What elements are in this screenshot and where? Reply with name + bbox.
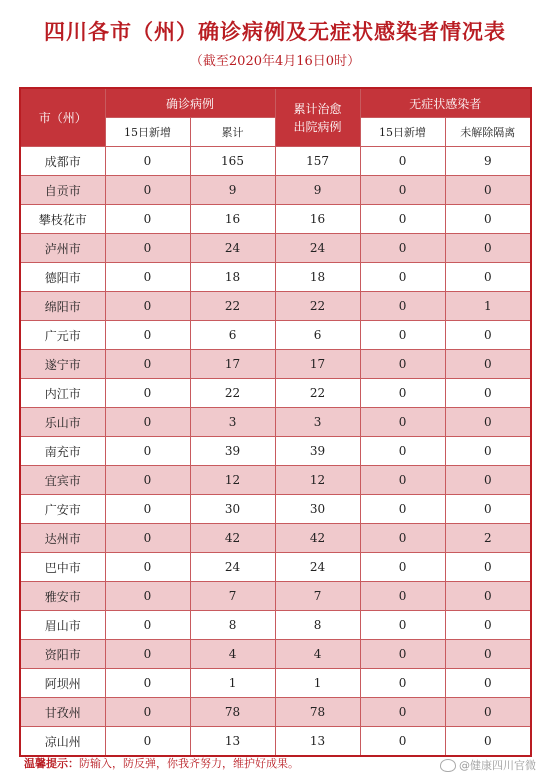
cell-new-15: 0 [105,466,190,495]
cell-city: 遂宁市 [20,350,105,379]
cell-cured: 24 [275,553,360,582]
cell-city: 泸州市 [20,234,105,263]
cell-total: 12 [190,466,275,495]
table-row [20,727,531,757]
cell-asym-isolation: 0 [445,205,531,234]
table-row [20,350,531,379]
cell-total: 165 [190,147,275,176]
cell-total: 1 [190,669,275,698]
cell-total: 4 [190,640,275,669]
cell-asym-isolation: 0 [445,669,531,698]
cell-cured: 18 [275,263,360,292]
cell-asym-new-15: 0 [360,437,445,466]
cell-asym-isolation: 0 [445,553,531,582]
cell-city: 雅安市 [20,582,105,611]
cell-new-15: 0 [105,147,190,176]
cell-new-15: 0 [105,640,190,669]
cell-asym-new-15: 0 [360,698,445,727]
cell-total: 22 [190,379,275,408]
watermark-text: @健康四川官微 [459,759,536,772]
cell-cured: 22 [275,292,360,321]
cell-asym-new-15: 0 [360,466,445,495]
page-subtitle: （截至2020年4月16日0时） [189,54,361,69]
cell-new-15: 0 [105,524,190,553]
cell-total: 17 [190,350,275,379]
cell-new-15: 0 [105,379,190,408]
table-row [20,408,531,437]
cell-asym-isolation: 1 [445,292,531,321]
cell-asym-isolation: 0 [445,408,531,437]
cell-asym-isolation: 0 [445,582,531,611]
cell-asym-new-15: 0 [360,263,445,292]
cell-asym-isolation: 0 [445,379,531,408]
cell-city: 阿坝州 [20,669,105,698]
header-confirmed: 确诊病例 [105,88,275,118]
header-city: 市（州） [20,88,105,147]
cell-cured: 24 [275,234,360,263]
table-row [20,263,531,292]
cell-asym-isolation: 0 [445,698,531,727]
table-row [20,147,531,176]
table-row [20,321,531,350]
cell-cured: 42 [275,524,360,553]
cell-asym-new-15: 0 [360,321,445,350]
cell-total: 39 [190,437,275,466]
cell-asym-new-15: 0 [360,408,445,437]
cell-asym-new-15: 0 [360,553,445,582]
cell-asym-new-15: 0 [360,524,445,553]
cell-asym-isolation: 0 [445,437,531,466]
cell-asym-isolation: 0 [445,466,531,495]
cell-asym-new-15: 0 [360,640,445,669]
cell-cured: 9 [275,176,360,205]
cell-asym-new-15: 0 [360,234,445,263]
cell-asym-isolation: 0 [445,611,531,640]
cell-asym-isolation: 0 [445,263,531,292]
cell-new-15: 0 [105,321,190,350]
cell-cured: 78 [275,698,360,727]
cell-total: 3 [190,408,275,437]
cell-asym-isolation: 2 [445,524,531,553]
table-row [20,611,531,640]
footer-note [24,755,299,771]
cell-asym-isolation: 0 [445,640,531,669]
cell-city: 达州市 [20,524,105,553]
table-row [20,582,531,611]
cell-city: 乐山市 [20,408,105,437]
cell-city: 广安市 [20,495,105,524]
cell-asym-new-15: 0 [360,147,445,176]
cell-new-15: 0 [105,263,190,292]
cell-asym-new-15: 0 [360,727,445,757]
cell-asym-isolation: 0 [445,321,531,350]
cell-asym-isolation: 0 [445,350,531,379]
cell-city: 南充市 [20,437,105,466]
cell-total: 42 [190,524,275,553]
cell-city: 攀枝花市 [20,205,105,234]
cell-city: 内江市 [20,379,105,408]
cell-new-15: 0 [105,727,190,757]
cell-total: 22 [190,292,275,321]
table-row [20,437,531,466]
header-total: 累计 [190,118,275,147]
cell-cured: 22 [275,379,360,408]
cell-total: 6 [190,321,275,350]
cell-city: 眉山市 [20,611,105,640]
cell-asym-new-15: 0 [360,669,445,698]
page-title: 四川各市（州）确诊病例及无症状感染者情况表 [44,20,506,44]
cell-asym-new-15: 0 [360,495,445,524]
cell-cured: 6 [275,321,360,350]
cell-cured: 17 [275,350,360,379]
cell-cured: 3 [275,408,360,437]
cell-cured: 4 [275,640,360,669]
footer-label: 温馨提示： [24,757,79,770]
table-row [20,495,531,524]
cell-new-15: 0 [105,292,190,321]
table-row [20,176,531,205]
cell-new-15: 0 [105,669,190,698]
table-row [20,234,531,263]
cell-total: 78 [190,698,275,727]
cell-asym-isolation: 0 [445,727,531,757]
cell-new-15: 0 [105,205,190,234]
cell-new-15: 0 [105,350,190,379]
cell-total: 18 [190,263,275,292]
cell-cured: 7 [275,582,360,611]
data-table-wrapper [19,87,530,757]
table-body [20,147,531,757]
cell-cured: 39 [275,437,360,466]
table-row [20,205,531,234]
header-asym-new-15: 15日新增 [360,118,445,147]
cell-total: 16 [190,205,275,234]
header-new-15: 15日新增 [105,118,190,147]
cell-total: 7 [190,582,275,611]
cell-asym-isolation: 0 [445,234,531,263]
weibo-icon [440,759,456,772]
cell-asym-isolation: 0 [445,495,531,524]
cell-asym-new-15: 0 [360,350,445,379]
table-row [20,669,531,698]
cell-new-15: 0 [105,176,190,205]
header-asym-isolation: 未解除隔离 [445,118,531,147]
table-row [20,466,531,495]
cell-asym-new-15: 0 [360,582,445,611]
table-row [20,292,531,321]
cell-asym-new-15: 0 [360,379,445,408]
cell-cured: 13 [275,727,360,757]
cell-cured: 8 [275,611,360,640]
cell-cured: 157 [275,147,360,176]
cell-total: 13 [190,727,275,757]
cell-asym-new-15: 0 [360,611,445,640]
cell-total: 8 [190,611,275,640]
cell-asym-new-15: 0 [360,205,445,234]
cell-new-15: 0 [105,553,190,582]
footer-text: 防输入，防反弹，你我齐努力，维护好成果。 [79,757,299,770]
cell-new-15: 0 [105,408,190,437]
cell-cured: 1 [275,669,360,698]
cell-city: 绵阳市 [20,292,105,321]
table-row [20,640,531,669]
cell-city: 德阳市 [20,263,105,292]
cell-total: 9 [190,176,275,205]
cell-new-15: 0 [105,437,190,466]
table-row [20,379,531,408]
cell-city: 宜宾市 [20,466,105,495]
header-asymptomatic: 无症状感染者 [360,88,531,118]
cell-new-15: 0 [105,611,190,640]
table-row [20,553,531,582]
cell-city: 甘孜州 [20,698,105,727]
cell-cured: 30 [275,495,360,524]
cell-total: 24 [190,553,275,582]
cell-total: 30 [190,495,275,524]
cell-asym-isolation: 0 [445,176,531,205]
table-row [20,524,531,553]
cell-city: 成都市 [20,147,105,176]
cell-asym-new-15: 0 [360,292,445,321]
cell-new-15: 0 [105,698,190,727]
table-row [20,698,531,727]
cell-total: 24 [190,234,275,263]
cell-asym-isolation: 9 [445,147,531,176]
cell-new-15: 0 [105,495,190,524]
cell-new-15: 0 [105,234,190,263]
cell-city: 资阳市 [20,640,105,669]
cell-city: 广元市 [20,321,105,350]
cell-city: 巴中市 [20,553,105,582]
cell-cured: 16 [275,205,360,234]
cell-new-15: 0 [105,582,190,611]
cell-city: 自贡市 [20,176,105,205]
watermark [440,757,536,773]
cell-asym-new-15: 0 [360,176,445,205]
header-cured: 累计治愈出院病例 [275,88,360,147]
data-table [19,87,532,757]
cell-cured: 12 [275,466,360,495]
cell-city: 凉山州 [20,727,105,757]
